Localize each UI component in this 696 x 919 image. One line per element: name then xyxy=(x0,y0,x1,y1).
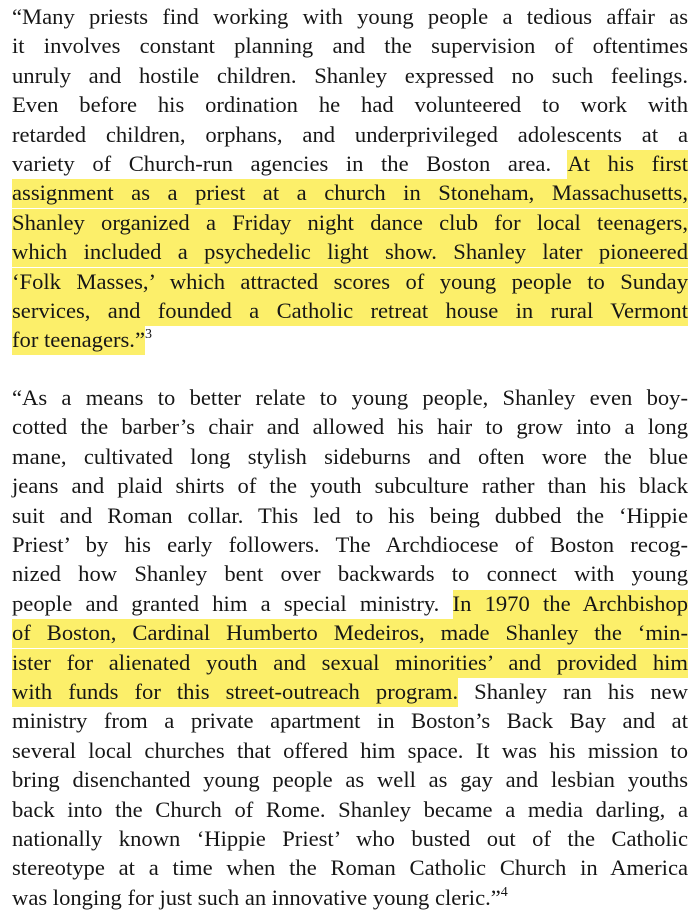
highlighted-text: assignment as a priest at a church in Stoneham, Massachusetts, xyxy=(12,179,688,208)
text-line xyxy=(12,442,688,471)
text-line xyxy=(12,677,688,706)
text-line xyxy=(12,149,688,178)
body-text: bring disenchanted young people as well as gay and lesbian youths xyxy=(12,767,688,793)
body-text: Shanley ran his new xyxy=(458,679,688,704)
body-text: jeans and plaid shirts of the youth subculture rather than his black xyxy=(12,473,688,499)
highlighted-text: ister for alienated youth and sexual minorities’ and provided him xyxy=(12,649,688,678)
footnote-marker: 3 xyxy=(144,327,152,343)
body-text: was longing for just such an innovative young cleric.” xyxy=(12,884,501,910)
body-text: mane, cultivated long stylish sideburns and often wore the blue xyxy=(12,443,688,469)
body-text: unruly and hostile children. Shanley expressed no such feelings. xyxy=(12,62,688,88)
body-text: variety of Church-run agencies in the Boston area. xyxy=(12,151,568,176)
text-line xyxy=(12,853,688,882)
text-line xyxy=(12,61,688,90)
body-text: retarded children, orphans, and underprivileged adolescents at a xyxy=(12,121,688,147)
text-line xyxy=(12,237,688,266)
text-line xyxy=(12,618,688,647)
text-line xyxy=(12,501,688,530)
body-text: it involves constant planning and the supervision of oftentimes xyxy=(12,33,688,59)
text-line xyxy=(12,706,688,735)
body-text: several local churches that offered him space. It was his mission to xyxy=(12,737,688,763)
highlighted-text: of Boston, Cardinal Humberto Medeiros, made Shanley the ‘min- xyxy=(12,619,688,648)
body-text: ministry from a private apartment in Boston’s Back Bay and at xyxy=(12,708,688,734)
text-line xyxy=(12,267,688,296)
footnote-marker: 4 xyxy=(500,884,508,900)
text-line xyxy=(12,31,688,60)
text-line xyxy=(12,471,688,500)
highlighted-text: In 1970 the Archbishop xyxy=(453,590,688,619)
text-line xyxy=(12,383,688,412)
body-text: Even before his ordination he had volunteered to work with xyxy=(12,92,688,118)
text-line xyxy=(12,559,688,588)
highlighted-text: ‘Folk Masses,’ which attracted scores of young people to Sunday xyxy=(12,268,688,297)
text-line xyxy=(12,412,688,441)
body-text: nationally known ‘Hippie Priest’ who busted out of the Catholic xyxy=(12,826,688,851)
highlighted-text: with funds for this street-outreach program. xyxy=(12,678,458,707)
body-text: “Many priests find working with young people a tedious affair as xyxy=(12,4,688,29)
body-text: cotted the barber’s chair and allowed his hair to grow into a long xyxy=(12,414,688,440)
text-line xyxy=(12,296,688,325)
body-text: people and granted him a special ministry. xyxy=(12,590,453,616)
text-line xyxy=(12,824,688,853)
body-text: stereotype at a time when the Roman Catholic Church in America xyxy=(12,855,688,881)
text-line xyxy=(12,178,688,207)
highlighted-text: for teenagers.” xyxy=(12,326,145,355)
text-line xyxy=(12,208,688,237)
text-line xyxy=(12,530,688,559)
body-text: Priest’ by his early followers. The Archdiocese of Boston recog- xyxy=(12,532,688,557)
text-line xyxy=(12,2,688,31)
body-text: back into the Church of Rome. Shanley became a media darling, a xyxy=(12,796,688,822)
highlighted-text: which included a psychedelic light show. Shanley later pioneered xyxy=(12,238,688,267)
text-line xyxy=(12,883,688,912)
highlighted-text: Shanley organized a Friday night dance club for local teenagers, xyxy=(12,209,688,238)
highlighted-text: services, and founded a Catholic retreat house in rural Vermont xyxy=(12,297,688,326)
text-line xyxy=(12,589,688,618)
text-line xyxy=(12,795,688,824)
text-line xyxy=(12,325,688,354)
highlighted-text: At his first xyxy=(567,150,688,179)
text-line xyxy=(12,120,688,149)
text-line xyxy=(12,765,688,794)
body-text: “As a means to better relate to young people, Shanley even boy- xyxy=(12,385,688,410)
text-line xyxy=(12,648,688,677)
text-line xyxy=(12,736,688,765)
text-line xyxy=(12,90,688,119)
body-text: suit and Roman collar. This led to his being dubbed the ‘Hippie xyxy=(12,502,688,528)
body-text: nized how Shanley bent over backwards to connect with young xyxy=(12,561,688,587)
